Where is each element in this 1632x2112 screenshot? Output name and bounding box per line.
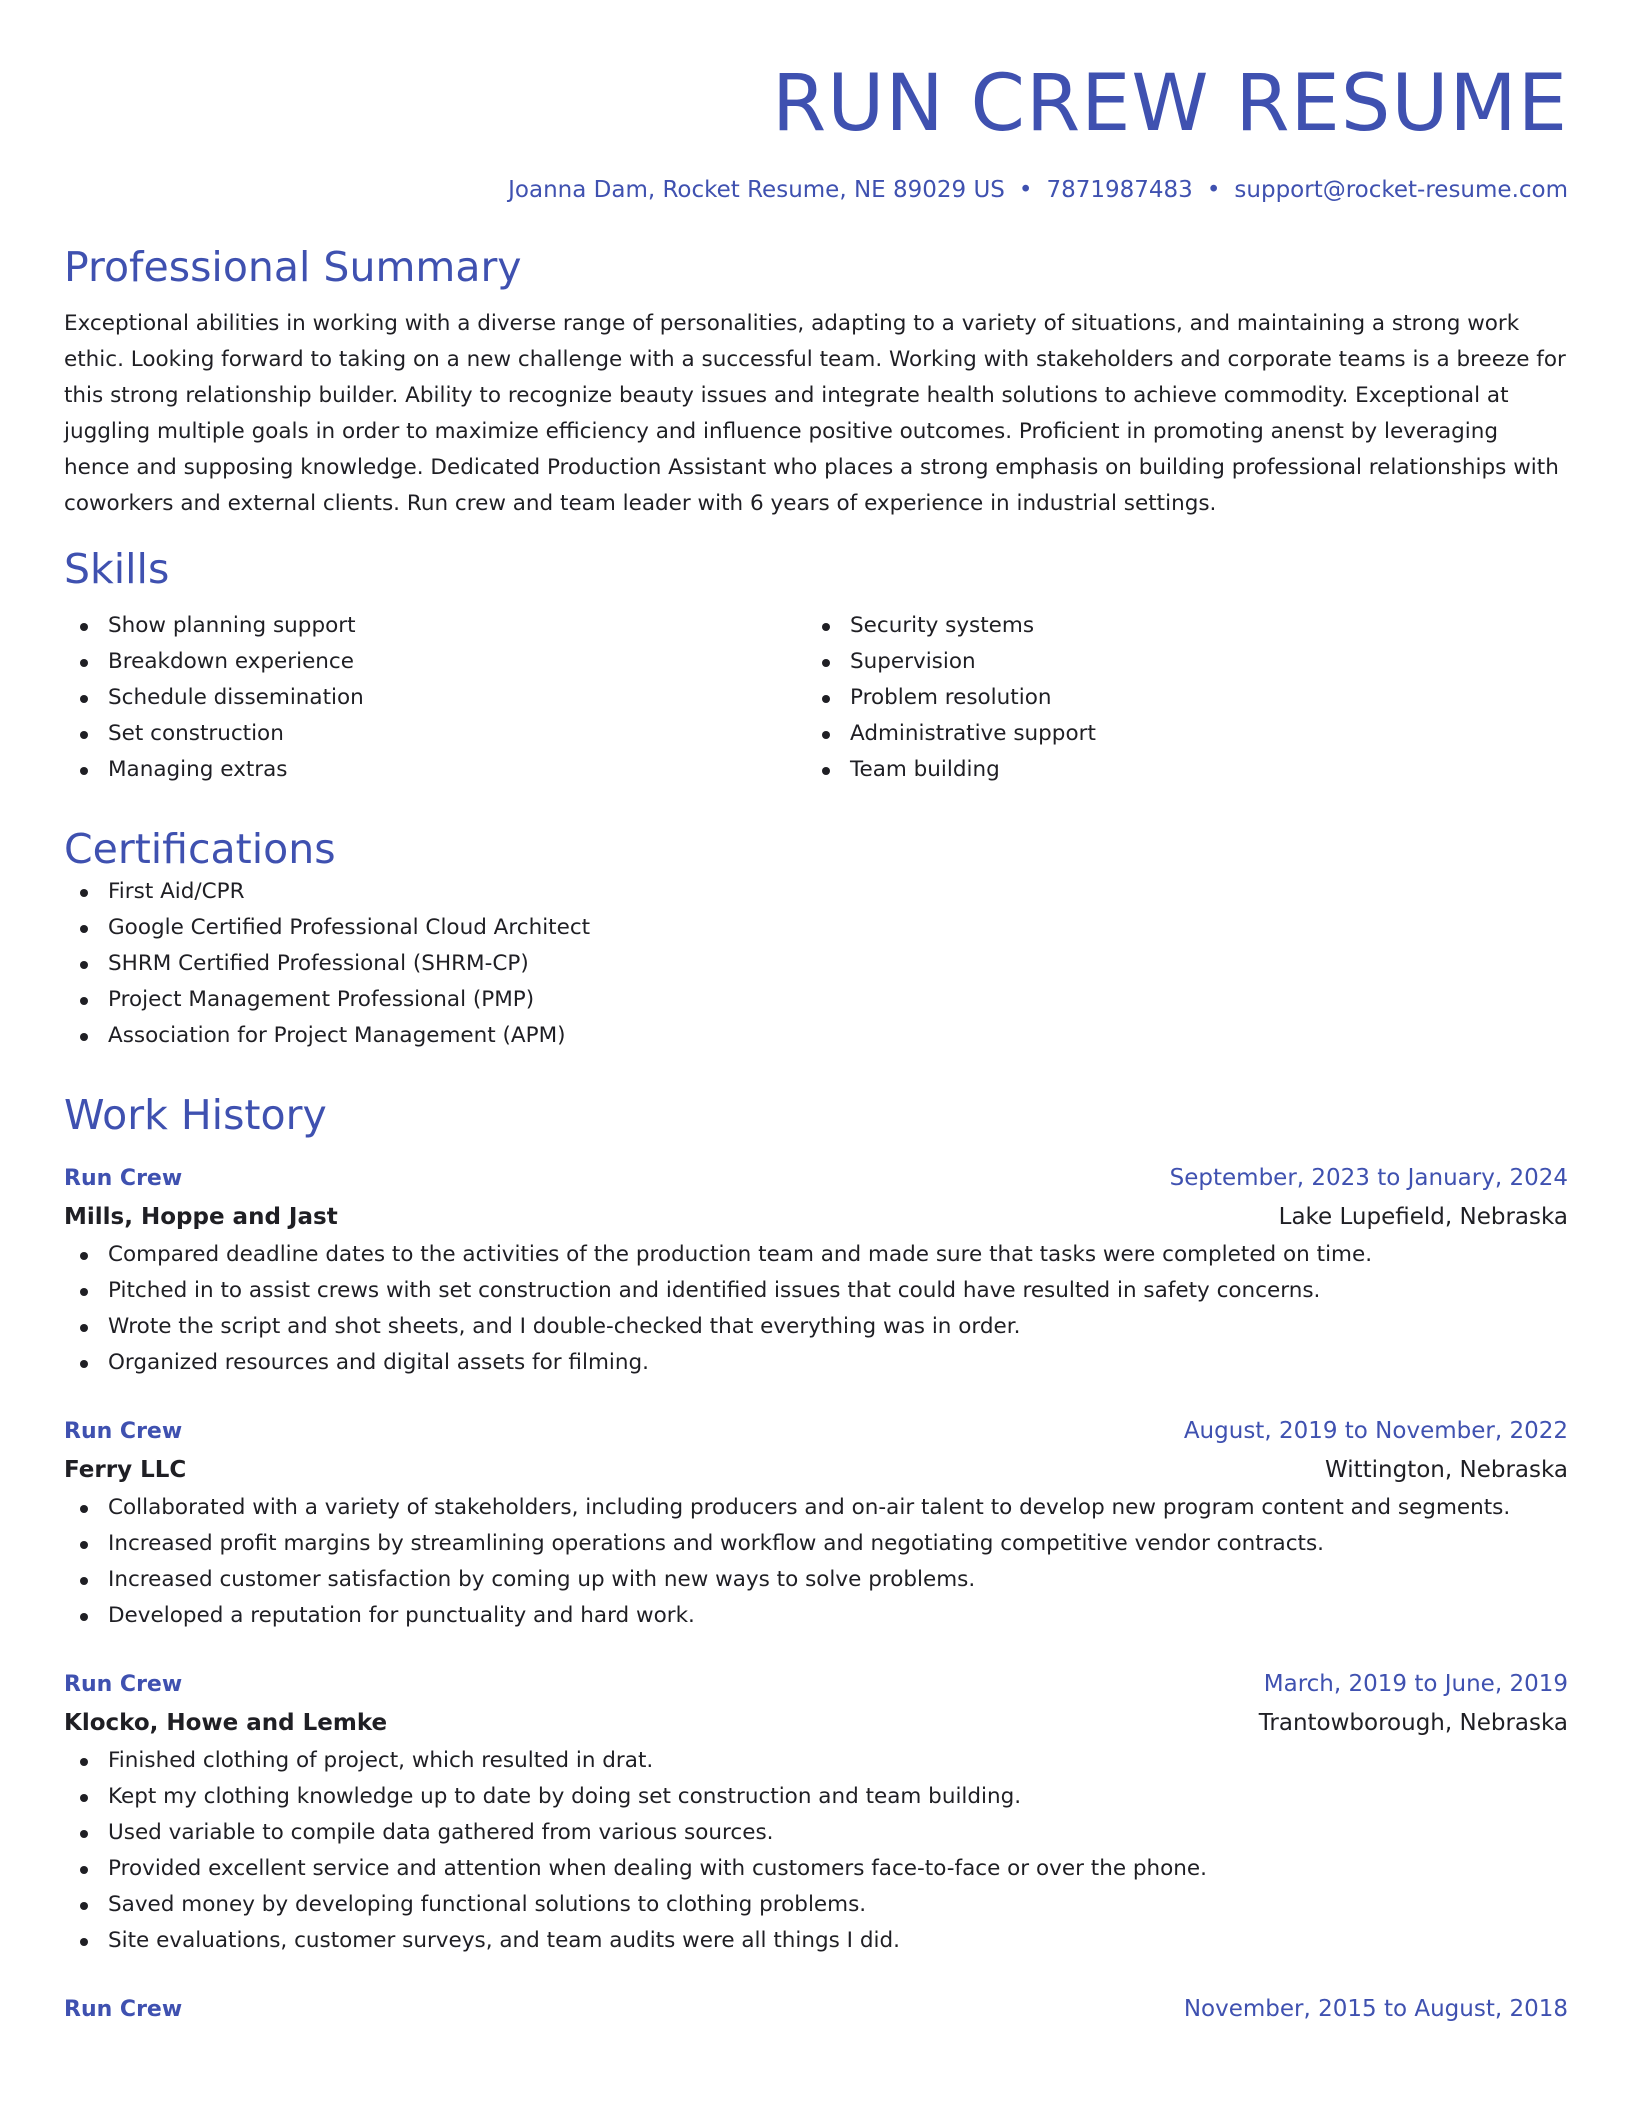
job-company: Mills, Hoppe and Jast [64,1204,338,1230]
certification-item: First Aid/CPR [64,874,1568,910]
job-title: Run Crew [64,1166,183,1191]
work-history-heading: Work History [64,1091,327,1139]
skills-grid [64,608,1568,788]
job-header [64,1991,1568,2028]
certifications-heading: Certifications [64,825,336,873]
skill-item: Breakdown experience [64,644,806,680]
job-bullet: Developed a reputation for punctuality and hard work. [64,1598,1568,1634]
skills-section [64,544,1568,788]
job-subheader [64,1703,1568,1743]
certification-item: Project Management Professional (PMP) [64,982,1568,1018]
job-subheader [64,1197,1568,1237]
skill-item: Schedule dissemination [64,680,806,716]
job-company: Ferry LLC [64,1457,187,1483]
job-bullet: Increased profit margins by streamlining operations and workflow and negotiating competitive vendor contracts. [64,1526,1568,1562]
job-bullet: Organized resources and digital assets for filming. [64,1345,1568,1381]
summary-heading: Professional Summary [64,243,522,291]
resume-page [64,0,1568,2028]
work-history-section [64,1090,1568,2028]
job-bullet: Provided excellent service and attention when dealing with customers face-to-face or over the phone. [64,1851,1568,1887]
summary-section [64,242,1568,522]
job-dates: September, 2023 to January, 2024 [1169,1165,1568,1191]
skill-item: Show planning support [64,608,806,644]
job-bullet: Pitched in to assist crews with set construction and identified issues that could have resulted in safety concerns. [64,1273,1568,1309]
job-dates: March, 2019 to June, 2019 [1263,1671,1568,1697]
job-bullet: Collaborated with a variety of stakeholders, including producers and on-air talent to develop new program content and segments. [64,1490,1568,1526]
contact-address: Joanna Dam, Rocket Resume, NE 89029 US [508,177,1005,203]
job-bullet: Kept my clothing knowledge up to date by doing set construction and team building. [64,1779,1568,1815]
contact-separator: • [1206,177,1221,203]
contact-phone: 7871987483 [1046,177,1193,203]
job-bullet: Finished clothing of project, which resulted in drat. [64,1743,1568,1779]
job-entry [64,1160,1568,1381]
job-subheader [64,1450,1568,1490]
certification-item: SHRM Certified Professional (SHRM-CP) [64,946,1568,982]
skill-item: Security systems [806,608,1548,644]
job-bullet: Compared deadline dates to the activities of the production team and made sure that tasks were completed on time. [64,1237,1568,1273]
job-location: Wittington, Nebraska [1324,1457,1568,1483]
job-bullet: Saved money by developing functional solutions to clothing problems. [64,1887,1568,1923]
resume-title: RUN CREW RESUME [772,59,1568,149]
job-dates: August, 2019 to November, 2022 [1183,1418,1568,1444]
job-dates: November, 2015 to August, 2018 [1183,1996,1568,2022]
job-bullet: Wrote the script and shot sheets, and I double-checked that everything was in order. [64,1309,1568,1345]
job-bullets [64,1237,1568,1381]
contact-line [64,174,1568,206]
job-location: Trantowborough, Nebraska [1258,1710,1568,1736]
job-header [64,1160,1568,1197]
job-bullets [64,1743,1568,1959]
job-entry [64,1666,1568,1959]
job-title: Run Crew [64,1997,183,2022]
contact-email[interactable]: support@rocket-resume.com [1234,177,1568,203]
job-entry [64,1413,1568,1634]
job-bullets [64,1490,1568,1634]
certification-item: Google Certified Professional Cloud Architect [64,910,1568,946]
job-bullet: Site evaluations, customer surveys, and team audits were all things I did. [64,1923,1568,1959]
certifications-section [64,824,1568,1054]
job-bullet: Used variable to compile data gathered from various sources. [64,1815,1568,1851]
skill-item: Problem resolution [806,680,1548,716]
contact-separator: • [1018,177,1033,203]
skill-item: Team building [806,752,1548,788]
job-company: Klocko, Howe and Lemke [64,1710,388,1736]
skills-heading: Skills [64,545,170,593]
job-title: Run Crew [64,1672,183,1697]
certifications-list [64,874,1568,1054]
skill-item: Managing extras [64,752,806,788]
job-entry [64,1991,1568,2028]
skill-item: Supervision [806,644,1548,680]
job-bullet: Increased customer satisfaction by coming up with new ways to solve problems. [64,1562,1568,1598]
skills-column-left [64,608,806,788]
certification-item: Association for Project Management (APM) [64,1018,1568,1054]
job-title: Run Crew [64,1419,183,1444]
skill-item: Administrative support [806,716,1548,752]
job-header [64,1666,1568,1703]
job-location: Lake Lupefield, Nebraska [1278,1204,1568,1230]
skill-item: Set construction [64,716,806,752]
summary-text: Exceptional abilities in working with a diverse range of personalities, adapting to a variety of situations, and maintaining a strong work ethic. Looking forward to taking on a new challenge with a successful team. Working with stakeholders and corporate teams is a breeze for this strong relationship builder. Ability to recognize beauty issues and integrate health solutions to achieve commodity. Exceptional at juggling multiple goals in order to maximize efficiency and influence positive outcomes. Proficient in promoting anenst by leveraging hence and supposing knowledge. Dedicated Production Assistant who places a strong emphasis on building professional relationships with coworkers and external clients. Run crew and team leader with 6 years of experience in industrial settings. [64,311,1566,516]
job-header [64,1413,1568,1450]
skills-column-right [806,608,1548,788]
